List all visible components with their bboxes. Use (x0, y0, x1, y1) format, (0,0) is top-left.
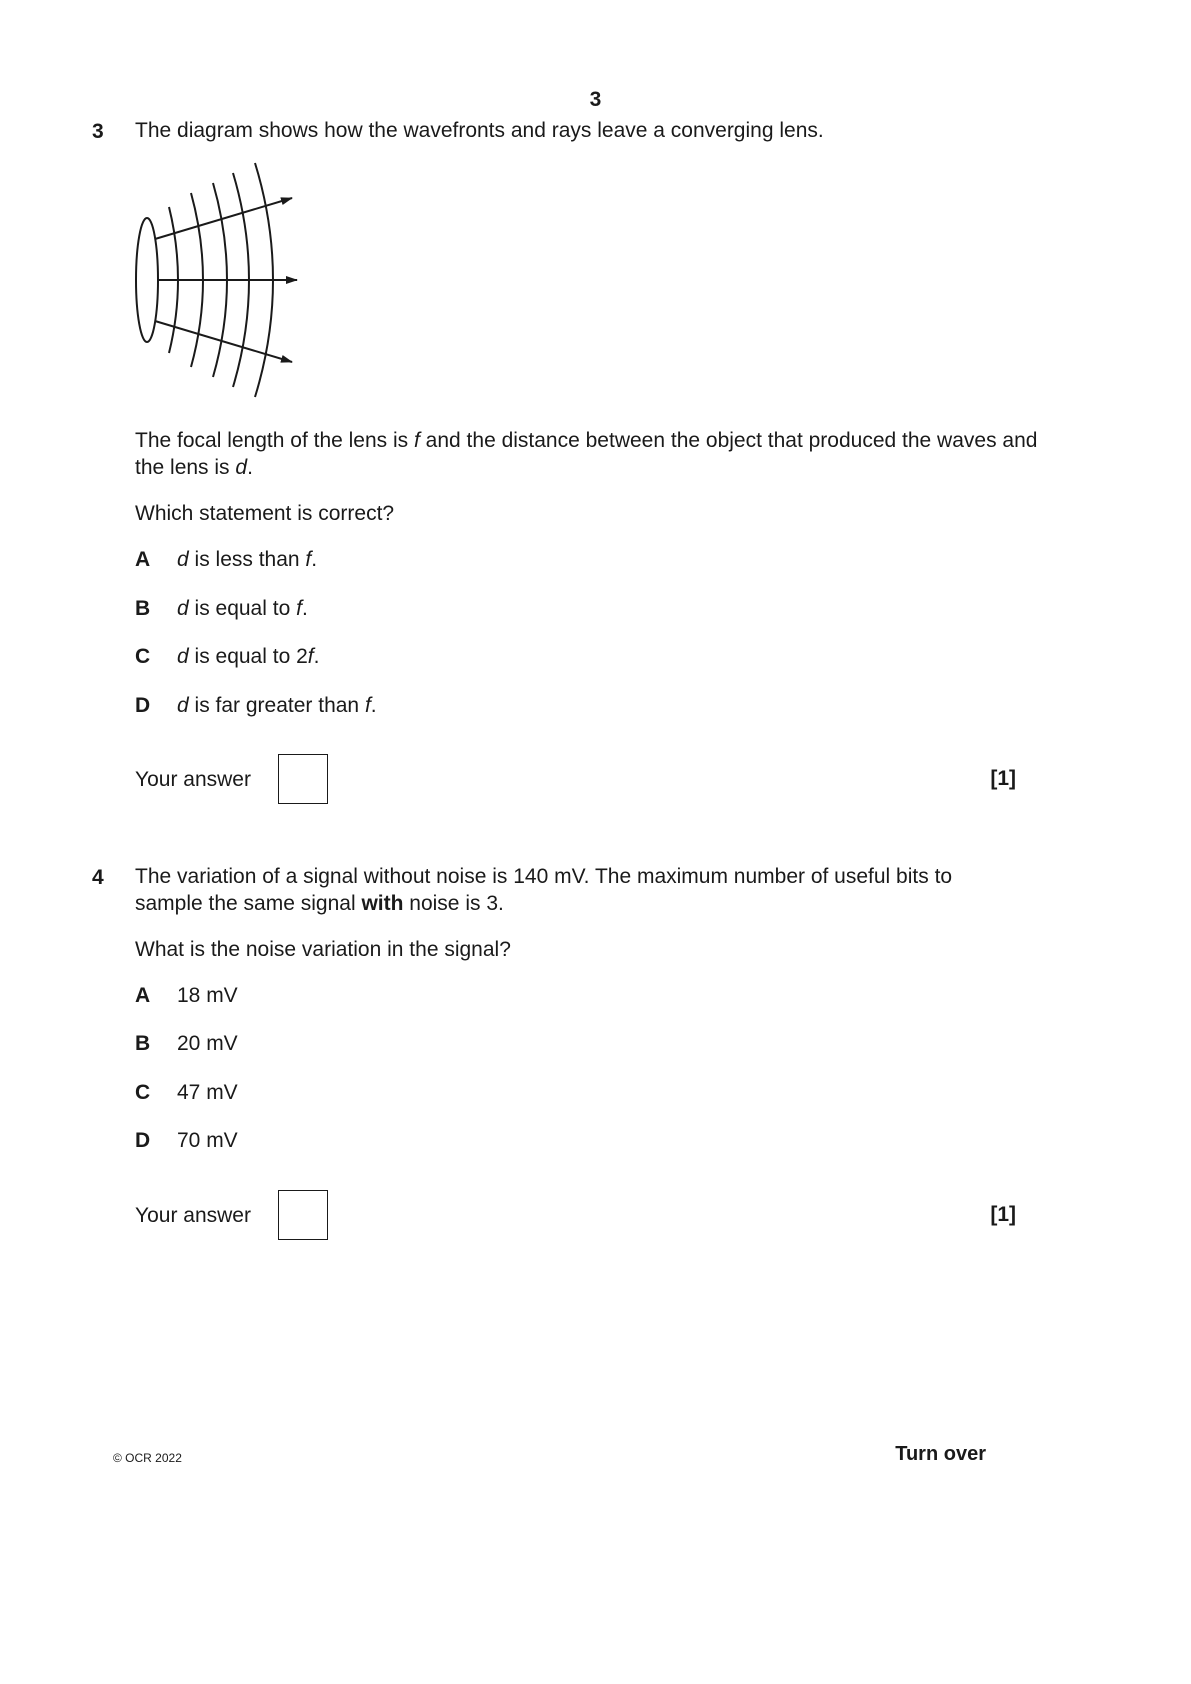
option-letter: A (135, 548, 151, 571)
question-3-stem: The diagram shows how the wavefronts and rays leave a converging lens. (135, 119, 824, 142)
option-3-b[interactable] (135, 597, 308, 621)
option-letter: A (135, 984, 151, 1007)
option-text: 70 mV (177, 1129, 238, 1152)
answer-label-3: Your answer (135, 768, 251, 791)
option-4-a[interactable] (135, 984, 238, 1008)
option-letter: D (135, 1129, 151, 1152)
question-3-prompt: Which statement is correct? (135, 502, 395, 525)
option-letter: B (135, 597, 151, 620)
option-letter: D (135, 694, 151, 717)
option-4-d[interactable] (135, 1129, 238, 1153)
lens-shape (136, 218, 158, 342)
option-letter: C (135, 1081, 151, 1104)
option-text: d is far greater than f. (177, 694, 377, 717)
question-3-info: The focal length of the lens is f and the distance between the object that produced the waves and the lens is d. (135, 429, 1038, 479)
question-4-stem: The variation of a signal without noise is 140 mV. The maximum number of useful bits to sample the same signal with noise is 3. (135, 865, 953, 915)
question-3-number: 3 (92, 120, 104, 143)
option-3-d[interactable] (135, 694, 377, 718)
option-text: 20 mV (177, 1032, 238, 1055)
option-letter: C (135, 645, 151, 668)
option-text: d is less than f. (177, 548, 318, 571)
answer-label-4: Your answer (135, 1204, 251, 1227)
option-text: 47 mV (177, 1081, 238, 1104)
answer-box-3[interactable] (278, 754, 328, 804)
option-text: d is equal to 2f. (177, 645, 320, 668)
option-letter: B (135, 1032, 151, 1055)
marks-3: [1] (990, 767, 1016, 790)
option-text: d is equal to f. (177, 597, 308, 620)
option-3-a[interactable] (135, 548, 318, 572)
question-4-number: 4 (92, 866, 104, 889)
answer-box-4[interactable] (278, 1190, 328, 1240)
option-3-c[interactable] (135, 645, 320, 669)
copyright: © OCR 2022 (113, 1451, 182, 1465)
page-number: 3 (589, 88, 602, 111)
turn-over: Turn over (895, 1443, 986, 1465)
marks-4: [1] (990, 1203, 1016, 1226)
lens-wavefront-diagram (125, 155, 315, 405)
option-text: 18 mV (177, 984, 238, 1007)
option-4-b[interactable] (135, 1032, 238, 1056)
option-4-c[interactable] (135, 1081, 238, 1105)
question-4-prompt: What is the noise variation in the signal? (135, 938, 511, 961)
